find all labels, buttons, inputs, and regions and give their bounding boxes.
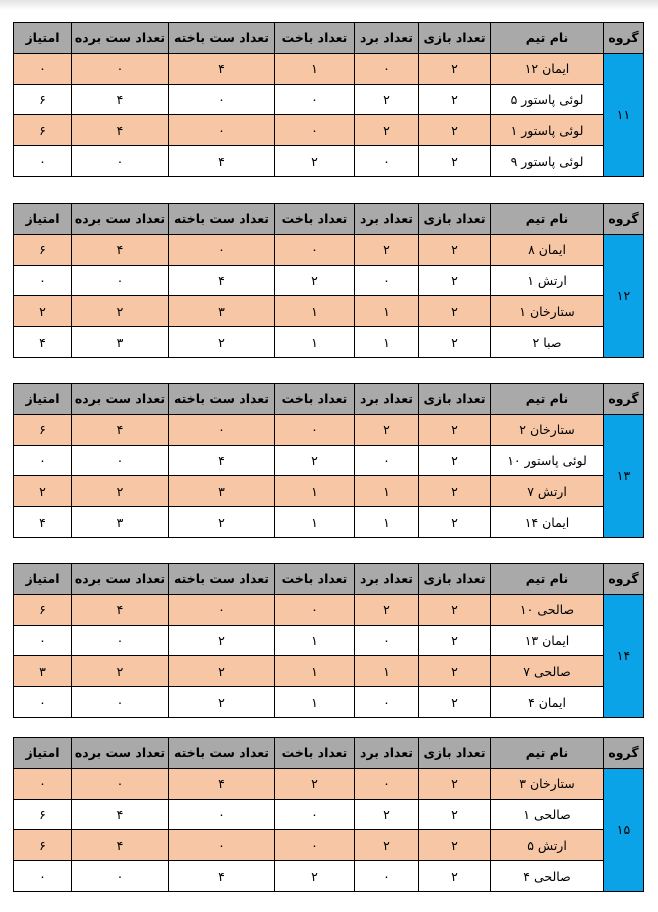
cell-won: ۰ (355, 146, 419, 177)
cell-sets-won: ۲ (72, 656, 169, 687)
table-row (14, 84, 644, 115)
team-name: ستارخان ۲ (491, 414, 604, 445)
team-name: صالحی ۴ (491, 861, 604, 892)
group-number: ۱۴ (604, 594, 644, 717)
cell-sets-lost: ۳ (169, 296, 275, 327)
header-won: تعداد برد (355, 204, 419, 235)
header-sets-lost: تعداد ست باخته (169, 384, 275, 415)
cell-points: ۶ (14, 799, 72, 830)
cell-won: ۱ (355, 327, 419, 358)
header-played: تعداد بازی (419, 564, 491, 595)
cell-played: ۲ (419, 625, 491, 656)
header-won: تعداد برد (355, 384, 419, 415)
group-number: ۱۵ (604, 768, 644, 891)
header-played: تعداد بازی (419, 384, 491, 415)
group-table (13, 203, 644, 358)
table-row (14, 445, 644, 476)
cell-lost: ۰ (275, 799, 355, 830)
cell-won: ۲ (355, 234, 419, 265)
cell-sets-lost: ۰ (169, 414, 275, 445)
table-row (14, 234, 644, 265)
cell-lost: ۱ (275, 625, 355, 656)
table-row (14, 507, 644, 538)
cell-won: ۲ (355, 830, 419, 861)
header-team: نام تیم (491, 204, 604, 235)
header-won: تعداد برد (355, 738, 419, 769)
group-table (13, 383, 644, 538)
header-lost: تعداد باخت (275, 23, 355, 54)
cell-sets-won: ۴ (72, 414, 169, 445)
cell-sets-lost: ۴ (169, 265, 275, 296)
cell-won: ۲ (355, 84, 419, 115)
header-points: امتیاز (14, 738, 72, 769)
cell-lost: ۲ (275, 861, 355, 892)
cell-won: ۲ (355, 799, 419, 830)
cell-played: ۲ (419, 445, 491, 476)
cell-played: ۲ (419, 476, 491, 507)
cell-lost: ۲ (275, 146, 355, 177)
team-name: ارتش ۵ (491, 830, 604, 861)
cell-points: ۰ (14, 768, 72, 799)
table-row (14, 414, 644, 445)
header-lost: تعداد باخت (275, 384, 355, 415)
cell-sets-lost: ۰ (169, 84, 275, 115)
cell-won: ۰ (355, 265, 419, 296)
table-row (14, 115, 644, 146)
cell-won: ۱ (355, 507, 419, 538)
cell-won: ۱ (355, 476, 419, 507)
header-played: تعداد بازی (419, 204, 491, 235)
team-name: صبا ۲ (491, 327, 604, 358)
cell-sets-lost: ۴ (169, 53, 275, 84)
cell-lost: ۲ (275, 265, 355, 296)
header-sets-lost: تعداد ست باخته (169, 204, 275, 235)
header-sets-won: تعداد ست برده (72, 738, 169, 769)
team-name: لوئی پاستور ۱۰ (491, 445, 604, 476)
cell-played: ۲ (419, 414, 491, 445)
cell-points: ۴ (14, 327, 72, 358)
cell-sets-won: ۴ (72, 830, 169, 861)
cell-lost: ۰ (275, 234, 355, 265)
cell-played: ۲ (419, 234, 491, 265)
header-group: گروه (604, 738, 644, 769)
cell-lost: ۱ (275, 656, 355, 687)
group-number: ۱۱ (604, 53, 644, 176)
cell-played: ۲ (419, 594, 491, 625)
table-row (14, 146, 644, 177)
header-group: گروه (604, 204, 644, 235)
cell-played: ۲ (419, 768, 491, 799)
header-row (14, 384, 644, 415)
cell-sets-won: ۴ (72, 115, 169, 146)
cell-won: ۰ (355, 53, 419, 84)
cell-points: ۰ (14, 625, 72, 656)
table-row (14, 768, 644, 799)
team-name: ارتش ۷ (491, 476, 604, 507)
team-name: لوئی پاستور ۱ (491, 115, 604, 146)
top-shadow (0, 0, 658, 10)
cell-points: ۲ (14, 296, 72, 327)
cell-sets-won: ۰ (72, 146, 169, 177)
header-team: نام تیم (491, 564, 604, 595)
cell-won: ۱ (355, 656, 419, 687)
cell-sets-lost: ۴ (169, 146, 275, 177)
cell-sets-lost: ۲ (169, 507, 275, 538)
header-row (14, 23, 644, 54)
cell-played: ۲ (419, 327, 491, 358)
cell-points: ۶ (14, 234, 72, 265)
header-group: گروه (604, 384, 644, 415)
cell-played: ۲ (419, 265, 491, 296)
header-points: امتیاز (14, 384, 72, 415)
header-sets-lost: تعداد ست باخته (169, 564, 275, 595)
team-name: صالحی ۱ (491, 799, 604, 830)
header-won: تعداد برد (355, 564, 419, 595)
team-name: ایمان ۸ (491, 234, 604, 265)
table-row (14, 296, 644, 327)
header-sets-won: تعداد ست برده (72, 384, 169, 415)
cell-points: ۶ (14, 84, 72, 115)
cell-sets-lost: ۰ (169, 115, 275, 146)
cell-sets-lost: ۴ (169, 768, 275, 799)
cell-sets-lost: ۴ (169, 445, 275, 476)
cell-sets-won: ۴ (72, 234, 169, 265)
cell-sets-won: ۰ (72, 625, 169, 656)
team-name: ایمان ۴ (491, 687, 604, 718)
cell-sets-lost: ۲ (169, 327, 275, 358)
cell-played: ۲ (419, 146, 491, 177)
table-row (14, 594, 644, 625)
cell-played: ۲ (419, 861, 491, 892)
header-row (14, 564, 644, 595)
cell-lost: ۰ (275, 830, 355, 861)
cell-won: ۰ (355, 625, 419, 656)
cell-sets-won: ۳ (72, 327, 169, 358)
cell-sets-won: ۰ (72, 265, 169, 296)
cell-points: ۰ (14, 861, 72, 892)
team-name: صالحی ۷ (491, 656, 604, 687)
header-sets-lost: تعداد ست باخته (169, 23, 275, 54)
cell-sets-won: ۰ (72, 445, 169, 476)
table-row (14, 799, 644, 830)
cell-played: ۲ (419, 507, 491, 538)
cell-points: ۶ (14, 115, 72, 146)
header-points: امتیاز (14, 564, 72, 595)
header-group: گروه (604, 564, 644, 595)
header-team: نام تیم (491, 384, 604, 415)
header-row (14, 738, 644, 769)
team-name: صالحی ۱۰ (491, 594, 604, 625)
header-played: تعداد بازی (419, 738, 491, 769)
cell-won: ۰ (355, 445, 419, 476)
cell-won: ۲ (355, 594, 419, 625)
header-played: تعداد بازی (419, 23, 491, 54)
cell-sets-lost: ۰ (169, 594, 275, 625)
cell-played: ۲ (419, 799, 491, 830)
cell-points: ۰ (14, 265, 72, 296)
header-points: امتیاز (14, 23, 72, 54)
cell-sets-won: ۴ (72, 799, 169, 830)
cell-played: ۲ (419, 656, 491, 687)
group-table (13, 737, 644, 892)
cell-points: ۰ (14, 146, 72, 177)
cell-lost: ۱ (275, 687, 355, 718)
cell-played: ۲ (419, 687, 491, 718)
cell-points: ۰ (14, 445, 72, 476)
cell-lost: ۱ (275, 327, 355, 358)
cell-won: ۰ (355, 861, 419, 892)
header-lost: تعداد باخت (275, 204, 355, 235)
cell-played: ۲ (419, 830, 491, 861)
cell-lost: ۱ (275, 53, 355, 84)
cell-won: ۲ (355, 115, 419, 146)
header-team: نام تیم (491, 23, 604, 54)
group-table (13, 22, 644, 177)
cell-lost: ۲ (275, 768, 355, 799)
cell-sets-won: ۰ (72, 687, 169, 718)
cell-sets-lost: ۲ (169, 625, 275, 656)
cell-points: ۴ (14, 507, 72, 538)
cell-points: ۳ (14, 656, 72, 687)
header-sets-won: تعداد ست برده (72, 23, 169, 54)
cell-sets-lost: ۲ (169, 687, 275, 718)
header-sets-won: تعداد ست برده (72, 204, 169, 235)
cell-sets-lost: ۰ (169, 799, 275, 830)
cell-lost: ۰ (275, 115, 355, 146)
team-name: ارتش ۱ (491, 265, 604, 296)
cell-played: ۲ (419, 53, 491, 84)
cell-points: ۲ (14, 476, 72, 507)
cell-played: ۲ (419, 84, 491, 115)
cell-lost: ۰ (275, 414, 355, 445)
table-row (14, 625, 644, 656)
team-name: ایمان ۱۳ (491, 625, 604, 656)
cell-won: ۰ (355, 768, 419, 799)
header-points: امتیاز (14, 204, 72, 235)
team-name: ستارخان ۱ (491, 296, 604, 327)
team-name: لوئی پاستور ۹ (491, 146, 604, 177)
cell-lost: ۱ (275, 476, 355, 507)
header-team: نام تیم (491, 738, 604, 769)
table-row (14, 830, 644, 861)
cell-sets-lost: ۳ (169, 476, 275, 507)
cell-sets-lost: ۰ (169, 234, 275, 265)
cell-sets-won: ۴ (72, 594, 169, 625)
header-sets-lost: تعداد ست باخته (169, 738, 275, 769)
cell-won: ۲ (355, 414, 419, 445)
cell-sets-won: ۲ (72, 476, 169, 507)
cell-points: ۶ (14, 830, 72, 861)
table-row (14, 476, 644, 507)
header-won: تعداد برد (355, 23, 419, 54)
cell-points: ۶ (14, 594, 72, 625)
team-name: لوئی پاستور ۵ (491, 84, 604, 115)
table-row (14, 53, 644, 84)
cell-sets-lost: ۰ (169, 830, 275, 861)
cell-lost: ۲ (275, 445, 355, 476)
table-row (14, 687, 644, 718)
cell-played: ۲ (419, 296, 491, 327)
cell-lost: ۰ (275, 594, 355, 625)
cell-played: ۲ (419, 115, 491, 146)
cell-sets-won: ۰ (72, 768, 169, 799)
header-group: گروه (604, 23, 644, 54)
header-lost: تعداد باخت (275, 564, 355, 595)
team-name: ستارخان ۳ (491, 768, 604, 799)
table-row (14, 656, 644, 687)
team-name: ایمان ۱۴ (491, 507, 604, 538)
cell-sets-won: ۰ (72, 861, 169, 892)
cell-points: ۰ (14, 53, 72, 84)
header-lost: تعداد باخت (275, 738, 355, 769)
table-row (14, 327, 644, 358)
group-number: ۱۲ (604, 234, 644, 357)
group-number: ۱۳ (604, 414, 644, 537)
table-row (14, 861, 644, 892)
cell-sets-lost: ۲ (169, 656, 275, 687)
cell-lost: ۰ (275, 84, 355, 115)
group-table (13, 563, 644, 718)
table-row (14, 265, 644, 296)
cell-lost: ۱ (275, 296, 355, 327)
cell-lost: ۱ (275, 507, 355, 538)
cell-sets-won: ۲ (72, 296, 169, 327)
cell-sets-won: ۴ (72, 84, 169, 115)
cell-won: ۱ (355, 296, 419, 327)
cell-sets-won: ۳ (72, 507, 169, 538)
cell-sets-lost: ۴ (169, 861, 275, 892)
cell-won: ۰ (355, 687, 419, 718)
header-sets-won: تعداد ست برده (72, 564, 169, 595)
team-name: ایمان ۱۲ (491, 53, 604, 84)
header-row (14, 204, 644, 235)
cell-sets-won: ۰ (72, 53, 169, 84)
cell-points: ۰ (14, 687, 72, 718)
cell-points: ۶ (14, 414, 72, 445)
